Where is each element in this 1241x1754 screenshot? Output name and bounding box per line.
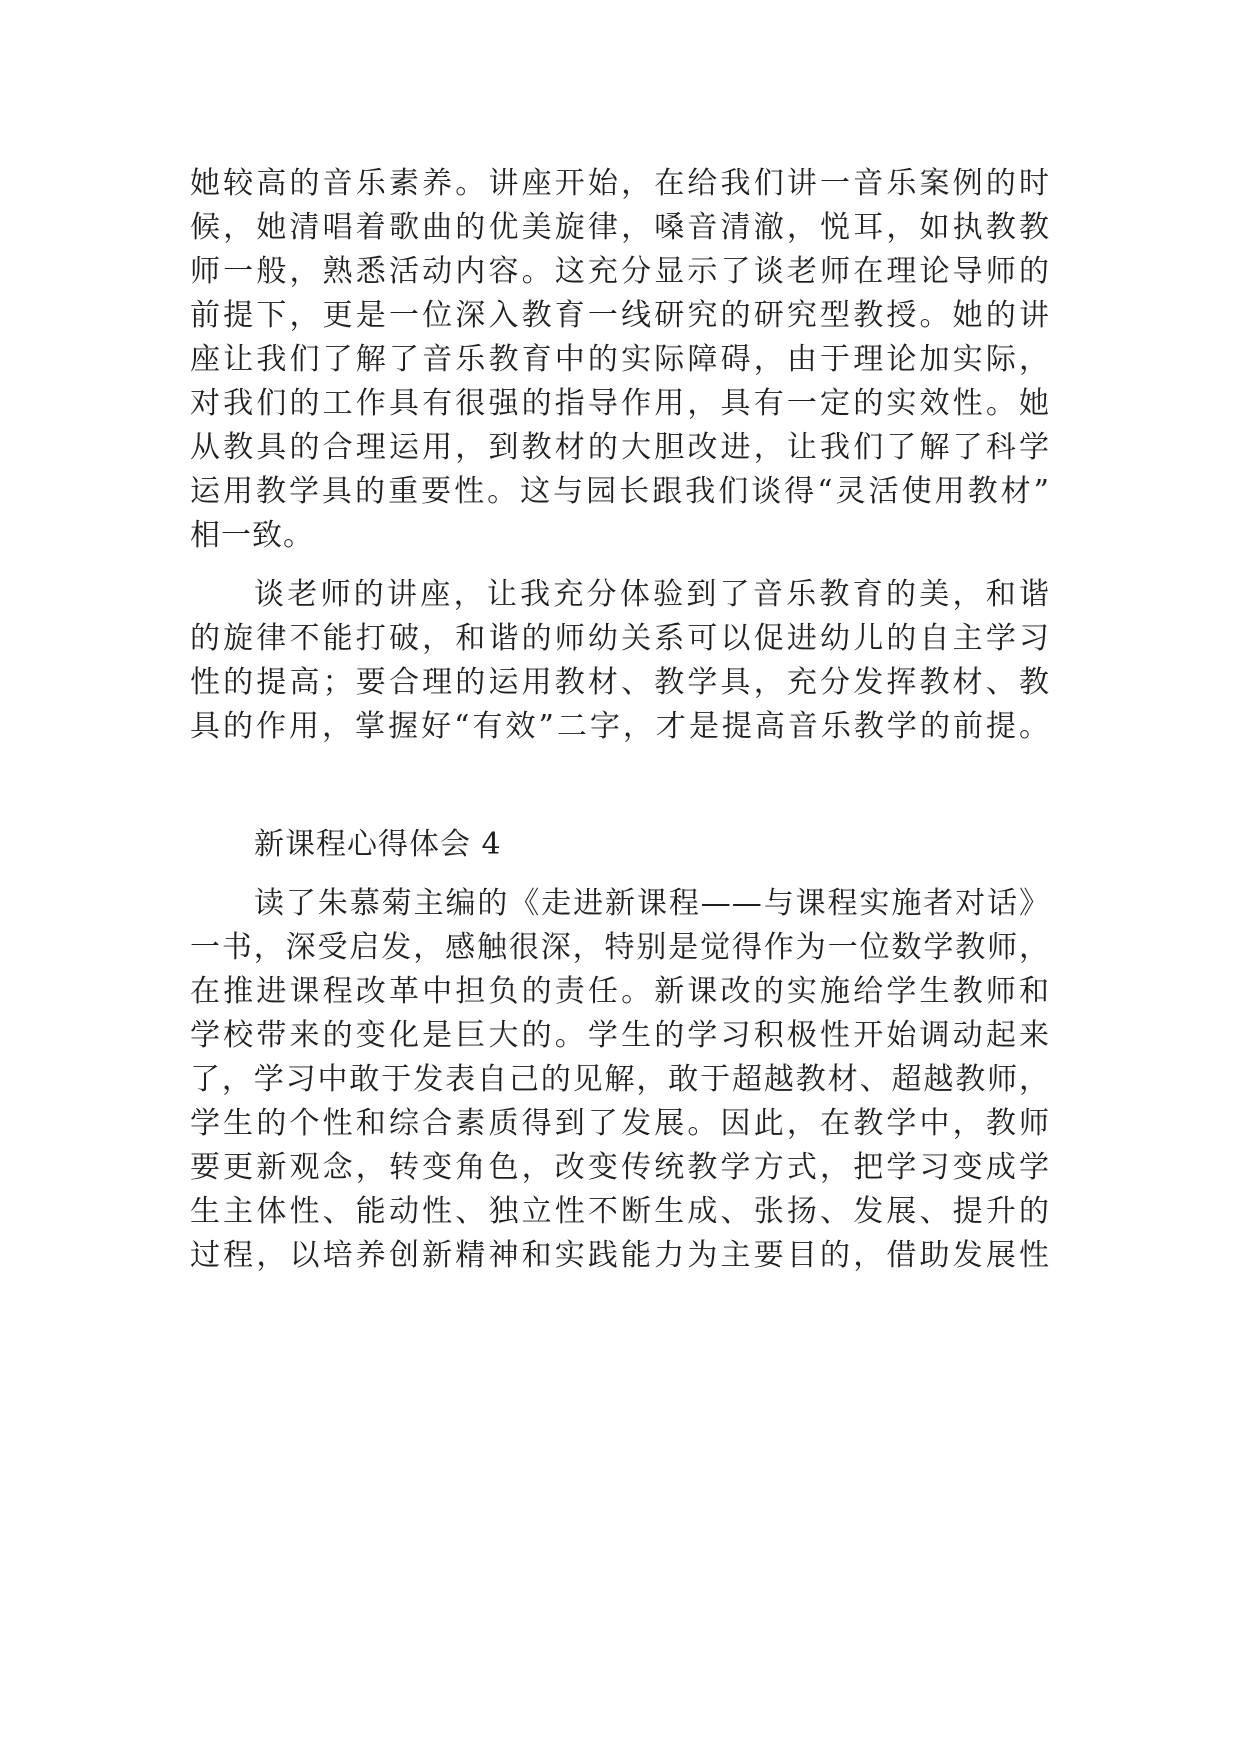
text-line: 学校带来的变化是巨大的。学生的学习积极性开始调动起来 — [190, 1018, 1050, 1053]
text-line: 的旋律不能打破，和谐的师幼关系可以促进幼儿的自主学习 — [190, 621, 1050, 656]
text-line: 在推进课程改革中担负的责任。新课改的实施给学生教师和 — [190, 974, 1050, 1009]
text-line: 相一致。 — [190, 518, 314, 553]
text-line: 她较高的音乐素养。讲座开始，在给我们讲一音乐案例的时 — [190, 166, 1050, 201]
text-line: 具的作用，掌握好“有效”二字，才是提高音乐教学的前提。 — [190, 709, 1050, 744]
text-line: 从教具的合理运用，到教材的大胆改进，让我们了解了科学 — [190, 430, 1050, 465]
text-line: 了，学习中敢于发表自己的见解，敢于超越教材、超越教师， — [190, 1062, 1050, 1097]
text-line: 生主体性、能动性、独立性不断生成、张扬、发展、提升的 — [190, 1194, 1050, 1229]
text-line: 师一般，熟悉活动内容。这充分显示了谈老师在理论导师的 — [190, 254, 1050, 289]
text-line: 学生的个性和综合素质得到了发展。因此，在教学中，教师 — [190, 1106, 1050, 1141]
text-line: 要更新观念，转变角色，改变传统教学方式，把学习变成学 — [190, 1150, 1050, 1185]
paragraph-lecture-summary — [190, 573, 1050, 749]
text-line: 座让我们了解了音乐教育中的实际障碍，由于理论加实际， — [190, 342, 1050, 377]
text-line: 过程，以培养创新精神和实践能力为主要目的，借助发展性 — [190, 1238, 1050, 1273]
section-spacer — [190, 749, 1050, 823]
paragraph-lecture-review — [190, 162, 1050, 558]
text-line: 谈老师的讲座，让我充分体验到了音乐教育的美，和谐 — [254, 577, 1050, 612]
paragraph-spacer — [190, 558, 1050, 573]
paragraph-new-curriculum — [190, 882, 1050, 1278]
text-line: 前提下，更是一位深入教育一线研究的研究型教授。她的讲 — [190, 298, 1050, 333]
text-line: 运用教学具的重要性。这与园长跟我们谈得“灵活使用教材” — [190, 474, 1050, 509]
text-line: 一书，深受启发，感触很深，特别是觉得作为一位数学教师， — [190, 930, 1050, 965]
text-line: 读了朱慕菊主编的《走进新课程——与课程实施者对话》 — [254, 886, 1050, 921]
section-heading: 新课程心得体会 4 — [254, 827, 502, 862]
text-line: 对我们的工作具有很强的指导作用，具有一定的实效性。她 — [190, 386, 1050, 421]
text-line: 候，她清唱着歌曲的优美旋律，嗓音清澈，悦耳，如执教教 — [190, 210, 1050, 245]
text-line: 性的提高；要合理的运用教材、教学具，充分发挥教材、教 — [190, 665, 1050, 700]
paragraph-spacer — [190, 867, 1050, 882]
document-body — [190, 162, 1050, 1278]
